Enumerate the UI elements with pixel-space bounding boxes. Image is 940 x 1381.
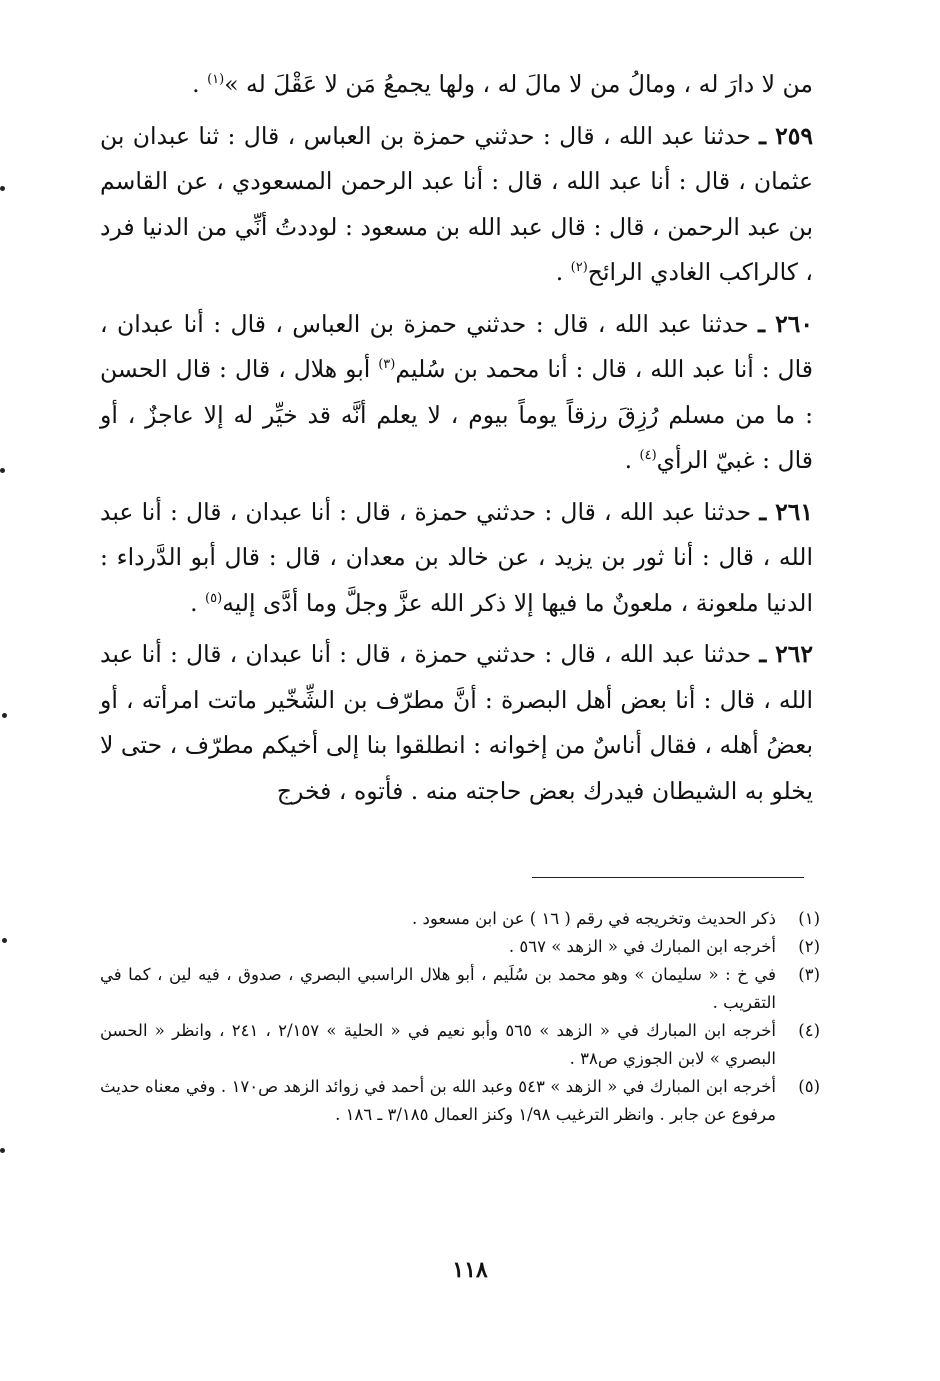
footnote-number: (٤) [798, 1021, 820, 1040]
footnote-divider [532, 877, 804, 878]
footnote-number: (١) [798, 909, 820, 928]
main-text [100, 62, 813, 814]
paragraph-end: . [190, 588, 206, 617]
hadith-number: ٢٦١ ـ [759, 497, 813, 526]
paragraph-text: أبو هلال ، قال : قال الحسن : ما من مسلم رُزِقَ رزقاً يوماً بيوم ، لا يعلم أنَّه قد خيِّر له إلا عاجزٌ ، أو قال : غبيّ الرأي [100, 355, 813, 474]
paragraph-intro [100, 62, 813, 108]
footnote-number: (٥) [798, 1077, 820, 1096]
hadith-number: ٢٦٢ ـ [759, 640, 813, 668]
paragraph-end: . [555, 258, 571, 286]
paragraph-text: حدثنا عبد الله ، قال : حدثني حمزة ، قال : أنا عبدان ، قال : أنا عبد الله ، قال : أنا بعض أهل البصرة : أنَّ مطرّف بن الشِّخّير ماتت امرأته ، أو بعضُ أهله ، فقال أناسٌ من إخوانه : انطلقوا بنا إلى أخيكم مطرّف ، حتى لا يخلو به الشيطان فيدرك بعض حاجته منه . فأتوه ، فخرج [100, 640, 813, 805]
paragraph-text: حدثنا عبد الله ، قال : حدثني حمزة ، قال : أنا عبدان ، قال : أنا عبد الله ، قال : أنا ثور بن يزيد ، عن خالد بن معدان ، قال : قال أبو الدَّرداء : الدنيا ملعونة ، ملعونٌ ما فيها إلا ذكر الله عزَّ وجلَّ وما أدَّى إليه [100, 497, 813, 617]
footnote-1 [100, 905, 820, 933]
paragraph-end: . [192, 70, 208, 98]
footnote-ref[interactable]: (٤) [639, 448, 657, 464]
footnote-ref[interactable]: (١) [207, 72, 225, 88]
scan-speck [0, 1148, 5, 1153]
hadith-number: ٢٦٠ ـ [758, 309, 813, 338]
paragraph-text: من لا دارَ له ، ومالُ من لا مالَ له ، ولها يجمعُ مَن لا عَقْلَ له » [224, 70, 813, 98]
paragraph-text: حدثنا عبد الله ، قال : حدثني حمزة بن العباس ، قال : ثنا عبدان بن عثمان ، قال : أنا عبد الله ، قال : أنا عبد الرحمن المسعودي ، عن القاسم بن عبد الرحمن ، قال : قال عبد الله بن مسعود : لوددتُ أنِّي من الدنيا فرد ، كالراكب الغادي الرائح [100, 121, 813, 286]
scan-speck [2, 713, 7, 718]
footnote-text: ذكر الحديث وتخريجه في رقم ( ١٦ ) عن ابن مسعود . [412, 909, 776, 928]
page-number: ١١٨ [452, 1257, 488, 1283]
paragraph-text: حدثنا عبد الله ، قال : حدثني حمزة بن العباس ، قال : أنا عبدان ، قال : أنا عبد الله ، قال : أنا محمد بن سُليم [100, 309, 814, 383]
scan-speck [0, 468, 5, 473]
footnote-text: أخرجه ابن المبارك في « الزهد » ٥٦٥ وأبو نعيم في « الحلية » ٢/١٥٧ ، ٢٤١ ، وانظر « الحسن البصري » لابن الجوزي ص٣٨ . [100, 1021, 776, 1068]
scan-speck [0, 186, 5, 191]
footnote-ref[interactable]: (٣) [378, 357, 396, 373]
footnote-5 [100, 1073, 820, 1129]
footnote-ref[interactable]: (٢) [570, 260, 588, 276]
paragraph-end: . [624, 446, 640, 474]
paragraph-260 [100, 302, 813, 484]
scan-speck [2, 938, 7, 943]
paragraph-259 [100, 114, 813, 296]
footnote-3 [100, 961, 820, 1017]
paragraph-261 [100, 490, 813, 627]
paragraph-262 [100, 632, 813, 814]
hadith-number: ٢٥٩ ـ [759, 121, 813, 150]
footnotes [100, 905, 820, 1129]
footnote-text: أخرجه ابن المبارك في « الزهد » ٥٤٣ وعبد الله بن أحمد في زوائد الزهد ص١٧٠ . وفي معناه حديث مرفوع عن جابر . وانظر الترغيب ١/٩٨ وكنز العمال ٣/١٨٥ ـ ١٨٦ . [100, 1077, 776, 1124]
footnote-number: (٣) [798, 965, 820, 984]
footnote-4 [100, 1017, 820, 1073]
footnote-ref[interactable]: (٥) [205, 590, 223, 606]
footnote-2 [100, 933, 820, 961]
footnote-text: أخرجه ابن المبارك في « الزهد » ٥٦٧ . [508, 937, 776, 956]
footnote-number: (٢) [798, 937, 820, 956]
footnote-text: في خ : « سليمان » وهو محمد بن سُلَيم ، أبو هلال الراسبي البصري ، صدوق ، فيه لين ، كما في التقريب . [100, 965, 776, 1012]
